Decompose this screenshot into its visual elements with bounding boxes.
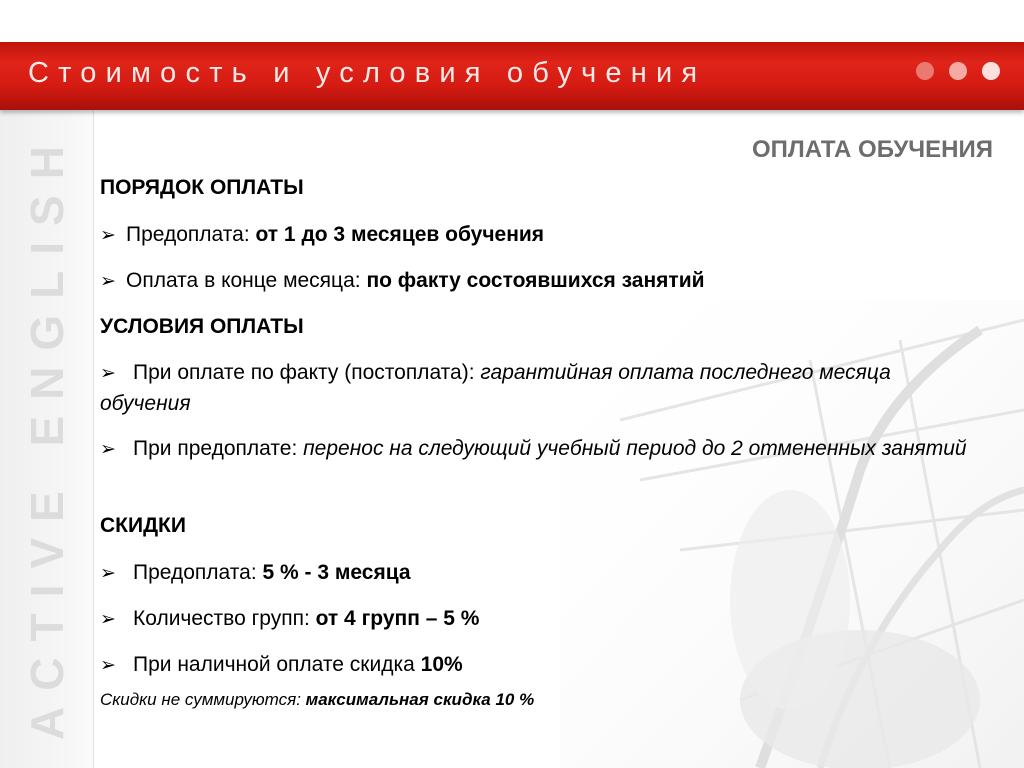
item-value: перенос на следующий учебный период до 2 отмененных занятий: [303, 437, 967, 460]
list-item: [100, 604, 479, 634]
list-item: [100, 558, 411, 588]
item-label: Предоплата:: [133, 561, 263, 584]
item-label: Предоплата:: [126, 223, 256, 246]
item-label: При предоплате:: [133, 437, 304, 460]
list-item: [100, 266, 705, 296]
list-item: [100, 358, 980, 419]
dot-icon: [982, 62, 1000, 80]
note-value: максимальная скидка 10 %: [305, 690, 535, 709]
note-label: Скидки не суммируются:: [100, 690, 306, 709]
item-value: от 4 групп – 5 %: [315, 607, 480, 630]
arrow-bullet-icon: ➢: [100, 655, 116, 676]
top-band: [0, 0, 1024, 42]
arrow-bullet-icon: ➢: [100, 563, 116, 584]
item-label: Количество групп:: [133, 607, 316, 630]
arrow-bullet-icon: ➢: [100, 363, 116, 384]
side-strip: [0, 0, 94, 768]
item-value: от 1 до 3 месяцев обучения: [255, 223, 545, 246]
header-dots: [916, 62, 1000, 80]
arrow-bullet-icon: ➢: [100, 439, 116, 460]
arrow-bullet-icon: ➢: [100, 609, 116, 630]
dot-icon: [916, 62, 934, 80]
discount-note: [100, 690, 534, 710]
header-bar: [0, 42, 1024, 110]
list-item: [100, 434, 980, 465]
dot-icon: [949, 62, 967, 80]
payment-order-title: ПОРЯДОК ОПЛАТЫ: [100, 176, 304, 199]
item-label: Оплата в конце месяца:: [126, 269, 367, 292]
section-heading: ОПЛАТА ОБУЧЕНИЯ: [752, 136, 993, 163]
list-item: [100, 220, 544, 250]
item-value: 5 % - 3 месяца: [262, 561, 411, 584]
item-value: 10%: [420, 653, 463, 676]
item-value: по факту состоявшихся занятий: [366, 269, 705, 292]
arrow-bullet-icon: ➢: [100, 225, 116, 246]
item-label: При оплате по факту (постоплата):: [133, 361, 481, 384]
header-title: Стоимость и условия обучения: [28, 57, 707, 89]
list-item: [100, 650, 463, 680]
arrow-bullet-icon: ➢: [100, 271, 116, 292]
payment-terms-title: УСЛОВИЯ ОПЛАТЫ: [100, 315, 304, 338]
item-value: гарантийная оплата последнего месяца обучения: [100, 361, 891, 415]
discounts-title: СКИДКИ: [100, 514, 186, 537]
brand-watermark: ACTIVE ENGLISH: [21, 130, 73, 740]
item-label: При наличной оплате скидка: [133, 653, 421, 676]
